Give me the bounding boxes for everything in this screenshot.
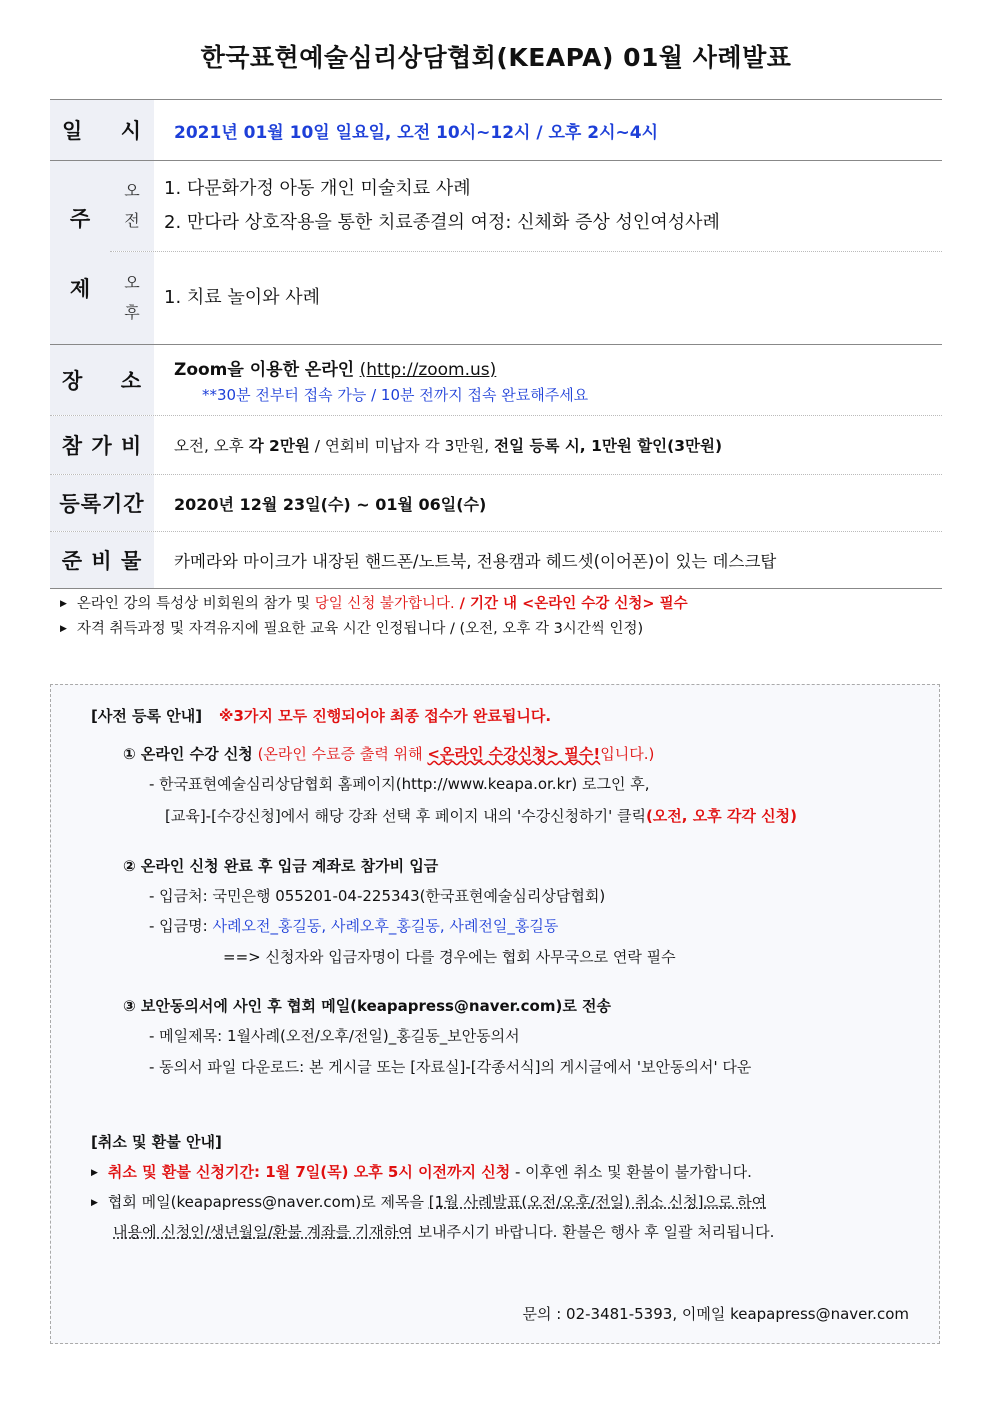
note-2 xyxy=(60,617,688,642)
row-topic xyxy=(50,161,942,345)
step2-title: ② 온라인 신청 완료 후 입금 계좌로 참가비 입금 xyxy=(123,857,439,875)
pm-label-a: 오 xyxy=(124,273,140,292)
pm-items xyxy=(154,252,942,344)
reg-heading: [사전 등록 안내] xyxy=(91,707,203,725)
step2-line3: ==> 신청자와 입금자명이 다를 경우에는 협회 사무국으로 연락 필수 xyxy=(223,948,676,966)
note-1 xyxy=(60,592,688,617)
period-value: 2020년 12월 23일(수) ~ 01월 06일(수) xyxy=(174,494,487,514)
step2-line1: - 입금처: 국민은행 055201-04-225343(한국표현예술심리상담협회) xyxy=(149,887,606,905)
registration-box xyxy=(50,684,940,1344)
am-items xyxy=(154,161,942,251)
place-label xyxy=(50,345,154,415)
step1-line2-b: (오전, 오후 각각 신청) xyxy=(645,807,797,825)
contact-info: 문의 : 02-3481-5393, 이메일 keapapress@naver.com xyxy=(522,1305,909,1323)
step3-line2: - 동의서 파일 다운로드: 본 게시글 또는 [자료실]-[각종서식]의 게시글에서 '보안동의서' 다운 xyxy=(149,1058,752,1076)
am-label-a: 오 xyxy=(124,181,140,200)
reg-heading-line xyxy=(91,705,551,726)
prep-label: 준 비 물 xyxy=(50,532,154,588)
row-place xyxy=(50,345,942,416)
topic-label-a: 주 xyxy=(69,206,91,231)
pm-label xyxy=(110,252,154,344)
reg-warning: ※3가지 모두 진행되어야 최종 접수가 완료됩니다. xyxy=(218,707,552,725)
note-1-c: / 기간 내 <온라인 수강 신청> 필수 xyxy=(454,596,688,612)
place-label-a: 장 xyxy=(62,369,84,393)
topic-pm xyxy=(110,252,942,344)
cancel-line3-a: 내용에 신청인/생년월일/환불 계좌를 기재하여 xyxy=(113,1223,413,1241)
date-label-a: 일 xyxy=(62,119,84,143)
fee-part4: 전일 등록 시, 1만원 할인(3만원) xyxy=(494,437,723,455)
fee-value xyxy=(154,416,942,474)
step1-line1: - 한국표현예술심리상담협회 홈페이지(http://www.keapa.or.kr) 로그인 후, xyxy=(149,775,650,793)
cancel-line1-a: 취소 및 환불 신청기간: 1월 7일(목) 오후 5시 이전까지 신청 xyxy=(107,1163,511,1181)
step1-paren-c: 입니다.) xyxy=(600,745,655,763)
row-prep xyxy=(50,532,942,588)
step1-paren-b: <온라인 수강신청> 필수! xyxy=(427,745,601,763)
cancel-line3-b: 보내주시기 바랍니다. 환불은 행사 후 일괄 처리됩니다. xyxy=(412,1223,775,1241)
cancel-line2-a: 협회 메일(keapapress@naver.com)로 제목을 xyxy=(107,1193,429,1211)
info-table xyxy=(50,99,942,589)
date-value: 2021년 01월 10일 일요일, 오전 10시~12시 / 오후 2시~4시 xyxy=(174,122,659,143)
fee-part1: 오전, 오후 xyxy=(174,437,249,455)
note-2-text: 자격 취득과정 및 자격유지에 필요한 교육 시간 인정됩니다 / (오전, 오후 각 3시간씩 인정) xyxy=(76,621,644,637)
note-1-b: 당일 신청 불가합니다. xyxy=(314,596,455,612)
place-main: Zoom을 이용한 온라인 xyxy=(174,360,355,380)
cancel-line2 xyxy=(91,1191,766,1212)
cancel-line1-b: - 이후엔 취소 및 환불이 불가합니다. xyxy=(510,1163,752,1181)
topic-body xyxy=(110,161,942,344)
row-period xyxy=(50,475,942,532)
topic-am xyxy=(110,161,942,252)
step1-paren-a: (온라인 수료증 출력 위해 xyxy=(252,745,428,763)
date-label-b: 시 xyxy=(120,119,142,143)
topic-label xyxy=(50,161,110,344)
step1-line2-a: [교육]-[수강신청]에서 해당 강좌 선택 후 페이지 내의 '수강신청하기' 클릭 xyxy=(165,807,646,825)
cancel-heading: [취소 및 환불 안내] xyxy=(91,1133,222,1151)
cancel-line1 xyxy=(91,1161,752,1182)
step2-line2-a: - 입금명: xyxy=(149,917,213,935)
pm-item: 1. 치료 놀이와 사례 xyxy=(164,287,321,308)
zoom-link[interactable]: (http://zoom.us) xyxy=(359,360,497,380)
prep-value: 카메라와 마이크가 내장된 핸드폰/노트북, 전용캠과 헤드셋(이어폰)이 있는 데스크탑 xyxy=(174,552,777,571)
fee-part2: 각 2만원 xyxy=(248,437,310,455)
page-title: 한국표현예술심리상담협회(KEAPA) 01월 사례발표 xyxy=(200,43,792,72)
step2-line2-b: 사례오전_홍길동, 사례오후_홍길동, 사례전일_홍길동 xyxy=(212,917,559,935)
pm-label-b: 후 xyxy=(124,303,140,322)
bullet-triangle-icon: ▶ xyxy=(91,1168,98,1178)
note-1-a: 온라인 강의 특성상 비회원의 참가 및 xyxy=(76,596,315,612)
cancel-line3 xyxy=(113,1221,774,1242)
row-date xyxy=(50,100,942,161)
step1-title: ① 온라인 수강 신청 xyxy=(123,745,253,763)
am-label-b: 전 xyxy=(124,211,140,230)
bullet-triangle-icon: ▶ xyxy=(91,1198,98,1208)
period-label: 등록기간 xyxy=(50,475,154,531)
date-label xyxy=(50,100,154,160)
cancel-line2-b: [1월 사례발표(오전/오후/전일) 취소 신청]으로 하여 xyxy=(428,1193,767,1211)
row-fee xyxy=(50,416,942,475)
fee-part3: / 연회비 미납자 각 3만원, xyxy=(309,437,495,455)
am-item: 2. 만다라 상호작용을 통한 치료종결의 여정: 신체화 증상 성인여성사례 xyxy=(164,212,720,233)
place-value xyxy=(154,345,942,415)
bullet-triangle-icon: ▶ xyxy=(60,624,67,634)
fee-label: 참 가 비 xyxy=(50,416,154,474)
am-label xyxy=(110,161,154,251)
step3-title: ③ 보안동의서에 사인 후 협회 메일(keapapress@naver.com)로 전송 xyxy=(123,997,612,1015)
step1-title-line xyxy=(123,743,654,764)
step3-line1: - 메일제목: 1월사례(오전/오후/전일)_홍길동_보안동의서 xyxy=(149,1027,520,1045)
step2-line2 xyxy=(149,915,558,936)
place-note: **30분 전부터 접속 가능 / 10분 전까지 접속 완료해주세요 xyxy=(202,386,589,404)
step1-line2 xyxy=(165,805,797,826)
bullet-triangle-icon: ▶ xyxy=(60,599,67,609)
notes xyxy=(60,592,688,642)
topic-label-b: 제 xyxy=(69,276,91,301)
place-label-b: 소 xyxy=(120,369,142,393)
am-item: 1. 다문화가정 아동 개인 미술치료 사례 xyxy=(164,178,471,199)
